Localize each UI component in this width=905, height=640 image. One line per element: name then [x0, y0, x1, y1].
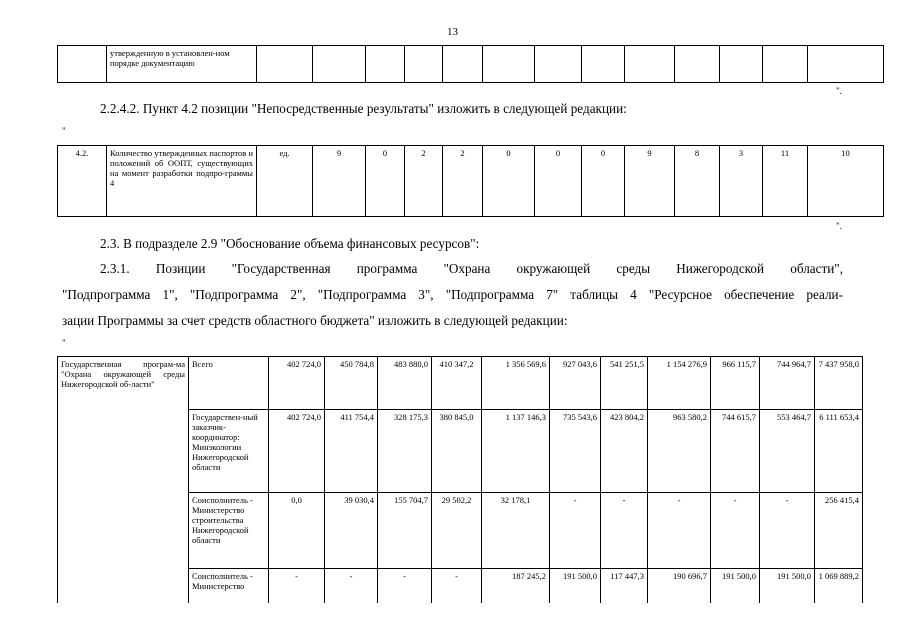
table-cell: 191 500,0 [711, 569, 760, 603]
table-cell: 32 178,1 [482, 493, 550, 569]
table-cell: 423 804,2 [601, 410, 648, 493]
table-cell: 966 115,7 [711, 357, 760, 410]
table-cell: 1 069 889,2 [815, 569, 863, 603]
table-cell: 402 724,0 [269, 357, 325, 410]
table-cell: 0 [535, 146, 582, 217]
paragraph-2-3: 2.3. В подразделе 2.9 "Обоснование объема финансовых ресурсов": [100, 236, 480, 251]
table-cell: 39 030,4 [325, 493, 378, 569]
table-cell: 9 [625, 146, 675, 217]
table-cell: - [325, 569, 378, 603]
opening-quote: " [62, 126, 66, 136]
table-cell: 117 447,3 [601, 569, 648, 603]
table-cell: Всего [189, 357, 269, 410]
table-cell: 402 724,0 [269, 410, 325, 493]
opening-quote: " [62, 338, 66, 348]
table-cell: 410 347,2 [432, 357, 482, 410]
table-cell: - [378, 569, 432, 603]
table-cell: - [760, 493, 815, 569]
table-cell: 450 784,8 [325, 357, 378, 410]
table-cell: - [601, 493, 648, 569]
table-cell: 2 [405, 146, 443, 217]
table-cell: 9 [313, 146, 366, 217]
paragraph-2-2-4-2: 2.2.4.2. Пункт 4.2 позиции "Непосредственные результаты" изложить в следующей редакции: [100, 101, 627, 116]
table-cell: 1 154 276,9 [648, 357, 711, 410]
table-cell: 1 137 146,3 [482, 410, 550, 493]
table-cell: 191 500,0 [760, 569, 815, 603]
table-cell: ед. [257, 146, 313, 217]
table-cell: 963 580,2 [648, 410, 711, 493]
table-cell: 0 [582, 146, 625, 217]
table-cell: 6 111 653,4 [815, 410, 863, 493]
table-cell: Соисполнитель - Министерство строительства Нижегородской области [189, 493, 269, 569]
table-cell: 744 615,7 [711, 410, 760, 493]
table-cell: 256 415,4 [815, 493, 863, 569]
table-cell: 411 754,4 [325, 410, 378, 493]
table-cell: - [432, 569, 482, 603]
paragraph-2-3-1-line: зации Программы за счет средств областного бюджета" изложить в следующей редакции: [62, 313, 568, 328]
table-cell: 483 880,0 [378, 357, 432, 410]
table-cell: 380 845,0 [432, 410, 482, 493]
table-cell: 11 [763, 146, 808, 217]
table-cell: 0 [483, 146, 535, 217]
table-cell: 3 [720, 146, 763, 217]
table-cell: 735 543,6 [550, 410, 601, 493]
table-cell: Количество утвержденных паспортов и положений об ООПТ, существующих на момент разработки подпро-граммы 4 [107, 146, 257, 217]
table-cell: - [648, 493, 711, 569]
table-cell: - [550, 493, 601, 569]
closing-quote: ". [836, 86, 842, 96]
table-cell: 0 [366, 146, 405, 217]
page-number: 13 [447, 26, 458, 38]
paragraph-2-3-1-line: "Подпрограмма 1", "Подпрограмма 2", "Подпрограмма 3", "Подпрограмма 7" таблицы 4 "Ресурсное обеспечение реали- [62, 287, 843, 302]
indicator-table-fragment [57, 45, 884, 83]
table-cell: 4.2. [58, 146, 107, 217]
table-cell: - [711, 493, 760, 569]
table-cell: Государствен-ный заказчик-координатор: Минэкологии Нижегородской области [189, 410, 269, 493]
table-cell: утвержденную в установлен-ном порядке документацию [107, 46, 257, 83]
table-cell: 8 [675, 146, 720, 217]
program-name-cell: Государственная програм-ма "Охрана окружающей среды Нижегородской об-ласти" [58, 357, 189, 603]
table-cell: 190 696,7 [648, 569, 711, 603]
table-cell: 10 [808, 146, 884, 217]
table-cell: 2 [443, 146, 483, 217]
financing-table [57, 356, 863, 603]
indicator-table [57, 145, 884, 217]
closing-quote: ". [836, 221, 842, 231]
table-cell: 541 251,5 [601, 357, 648, 410]
table-cell: 553 464,7 [760, 410, 815, 493]
table-cell: 155 704,7 [378, 493, 432, 569]
table-cell: 187 245,2 [482, 569, 550, 603]
table-cell: 1 356 569,6 [482, 357, 550, 410]
table-row [58, 357, 863, 410]
table-cell: 191 500,0 [550, 569, 601, 603]
table-row [58, 146, 884, 217]
table-cell: 328 175,3 [378, 410, 432, 493]
table-cell: 0,0 [269, 493, 325, 569]
table-cell: 927 043,6 [550, 357, 601, 410]
table-cell: 744 964,7 [760, 357, 815, 410]
table-cell: 29 502,2 [432, 493, 482, 569]
paragraph-2-3-1-line: 2.3.1. Позиции "Государственная программа "Охрана окружающей среды Нижегородской области", [100, 261, 843, 276]
table-cell: Соисполнитель - Министерство [189, 569, 269, 603]
table-cell: 7 437 958,0 [815, 357, 863, 410]
table-cell: - [269, 569, 325, 603]
